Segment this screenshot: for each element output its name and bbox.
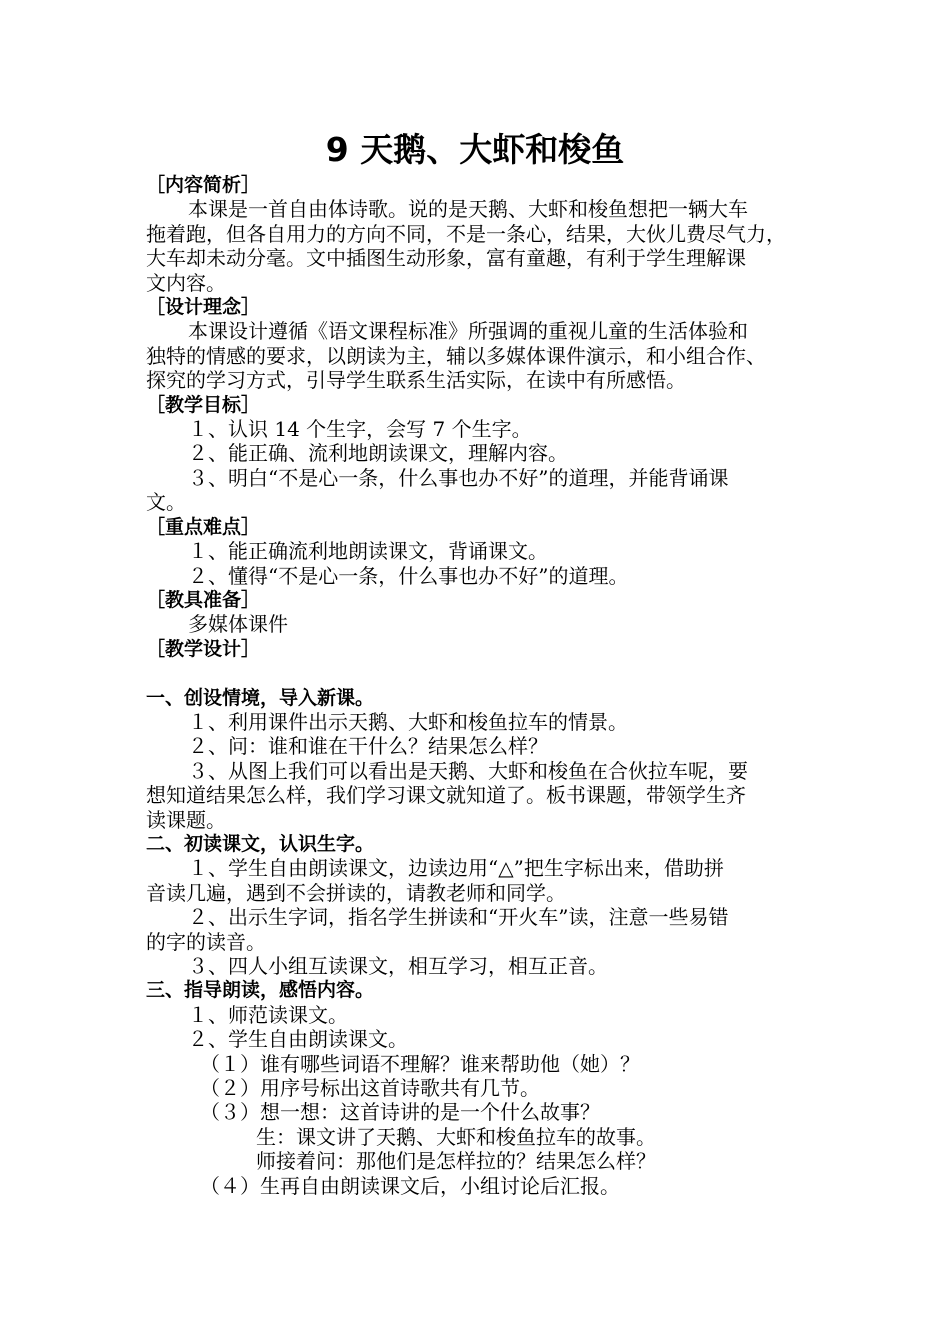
paragraph-line: 探究的学习方式，引导学生联系生活实际，在读中有所感悟。 (146, 368, 686, 393)
list-item: ３、明白“不是心一条，什么事也办不好”的道理，并能背诵课 (188, 465, 729, 490)
paragraph-line: 独特的情感的要求，以朗读为主，辅以多媒体课件演示，和小组合作、 (146, 343, 766, 368)
list-item: ２、学生自由朗读课文。 (188, 1027, 408, 1052)
list-item: １、师范读课文。 (188, 1002, 348, 1027)
heading-key-points: ［重点难点］ (146, 515, 261, 538)
list-item: ２、出示生字词，指名学生拼读和“开火车”读，注意一些易错 (188, 905, 729, 930)
list-item: ３、四人小组互读课文，相互学习，相互正音。 (188, 953, 608, 978)
step-heading-2: 二、初读课文，认识生字。 (146, 832, 375, 855)
heading-teaching-goals: ［教学目标］ (146, 393, 261, 416)
dialogue-line: 师接着问：那他们是怎样拉的？结果怎么样？ (256, 1149, 656, 1174)
list-item: １、学生自由朗读课文，边读边用“△”把生字标出来，借助拼 (188, 856, 724, 881)
list-item: ２、能正确、流利地朗读课文，理解内容。 (188, 441, 568, 466)
list-item: ３、从图上我们可以看出是天鹅、大虾和梭鱼在合伙拉车呢，要 (188, 758, 748, 783)
list-item: １、认识 14 个生字，会写 7 个生字。 (188, 417, 532, 442)
document-title: 9 天鹅、大虾和梭鱼 (325, 130, 625, 169)
blank-line (146, 661, 814, 685)
list-item-continuation: 读课题。 (146, 807, 226, 832)
sub-list-item: （１）谁有哪些词语不理解？谁来帮助他（她）？ (200, 1051, 640, 1076)
list-item: １、能正确流利地朗读课文，背诵课文。 (188, 539, 548, 564)
heading-design-concept: ［设计理念］ (146, 296, 261, 319)
list-item-continuation: 想知道结果怎么样，我们学习课文就知道了。板书课题，带领学生齐 (146, 783, 746, 808)
list-item-continuation: 的字的读音。 (146, 929, 266, 954)
sub-list-item: （３）想一想：这首诗讲的是一个什么故事？ (200, 1100, 600, 1125)
sub-list-item: （２）用序号标出这首诗歌共有几节。 (200, 1076, 540, 1101)
heading-content-analysis: ［内容简析］ (146, 174, 261, 196)
paragraph-line: 文内容。 (146, 270, 226, 295)
list-item-continuation: 音读几遍，遇到不会拼读的，请教老师和同学。 (146, 880, 566, 905)
paragraph-line: 本课是一首自由体诗歌。说的是天鹅、大虾和梭鱼想把一辆大车 (188, 197, 748, 222)
step-heading-1: 一、创设情境，导入新课。 (146, 686, 375, 709)
paragraph-line: 多媒体课件 (188, 612, 288, 637)
dialogue-line: 生：课文讲了天鹅、大虾和梭鱼拉车的故事。 (256, 1124, 656, 1149)
list-item: ２、懂得“不是心一条，什么事也办不好”的道理。 (188, 563, 629, 588)
document-body (146, 173, 814, 1198)
list-item: ２、问：谁和谁在干什么？结果怎么样？ (188, 734, 548, 759)
heading-materials: ［教具准备］ (146, 588, 261, 611)
list-item: １、利用课件出示天鹅、大虾和梭鱼拉车的情景。 (188, 709, 628, 734)
list-item-continuation: 文。 (146, 490, 186, 515)
paragraph-line: 本课设计遵循《语文课程标准》所强调的重视儿童的生活体验和 (188, 319, 748, 344)
heading-teaching-design: ［教学设计］ (146, 637, 261, 660)
paragraph-line: 拖着跑，但各自用力的方向不同，不是一条心，结果，大伙儿费尽气力， (146, 221, 786, 246)
paragraph-line: 大车却未动分毫。文中插图生动形象，富有童趣，有利于学生理解课 (146, 246, 746, 271)
sub-list-item: （４）生再自由朗读课文后，小组讨论后汇报。 (200, 1173, 620, 1198)
step-heading-3: 三、指导朗读，感悟内容。 (146, 979, 375, 1002)
